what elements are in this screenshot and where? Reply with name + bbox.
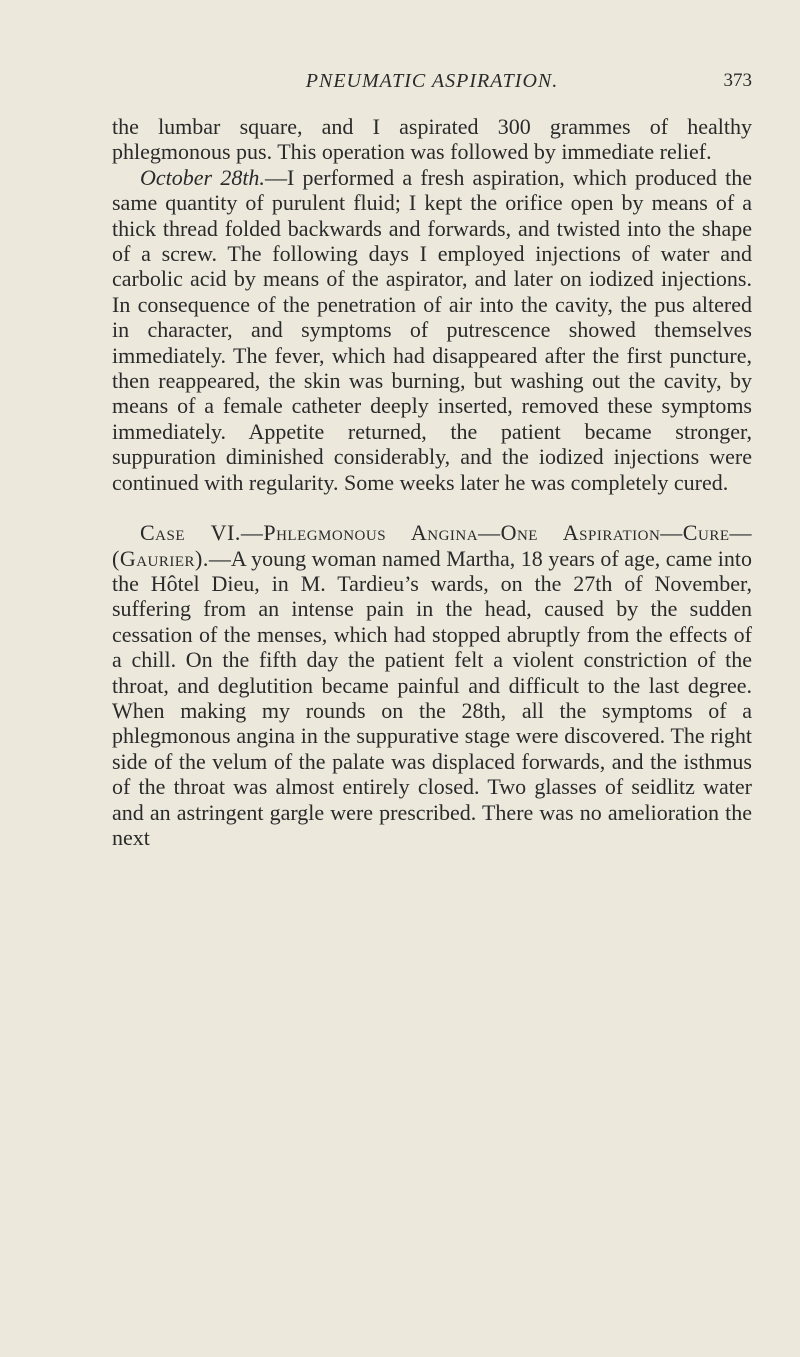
case-text: —A young woman named Martha, 18 years of age, came into the Hôtel Dieu, in M. Tardieu’s wards, on the 27th of November, suffering from an intense pain in the head, caused by the sudden cessation of the menses, which had stopped abruptly from the effects of a chill. On the fifth day the patient felt a violent constriction of the throat, and deglutition became painful and difficult to the last degree. When making my rounds on the 28th, all the symptoms of a phlegmonous angina in the suppurative stage were discovered. The right side of the velum of the palate was displaced forwards, and the isthmus of the throat was almost entirely closed. Two glasses of seidlitz water and an astringent gargle were prescribed. There was no amelioration the next — [112, 545, 752, 850]
page-number: 373 — [723, 70, 752, 91]
paragraph-october-entry — [112, 165, 752, 495]
body-text — [112, 114, 752, 850]
running-header — [112, 68, 752, 98]
paragraph-case-vi — [112, 520, 752, 850]
case-heading: Case VI.—Phlegmonous Angina—One Aspiration—Cure—(Gaurier). — [112, 520, 752, 571]
running-title: PNEUMATIC ASPIRATION. — [305, 70, 559, 92]
entry-date: October 28th. — [140, 164, 265, 190]
paragraph-continuation: the lumbar square, and I aspirated 300 grammes of healthy phlegmonous pus. This operation was followed by immediate relief. — [112, 114, 752, 165]
entry-text: —I performed a fresh aspiration, which produced the same quantity of purulent fluid; I kept the orifice open by means of a thick thread folded backwards and forwards, and twisted into the shape of a screw. The following days I employed injections of water and carbolic acid by means of the aspirator, and later on iodized injections. In consequence of the penetration of air into the cavity, the pus altered in character, and symptoms of putrescence showed themselves immediately. The fever, which had disappeared after the first puncture, then reappeared, the skin was burning, but washing out the cavity, by means of a female catheter deeply inserted, removed these symptoms immediately. Appetite returned, the patient became stronger, suppuration diminished considerably, and the iodized injections were continued with regularity. Some weeks later he was completely cured. — [112, 164, 752, 495]
